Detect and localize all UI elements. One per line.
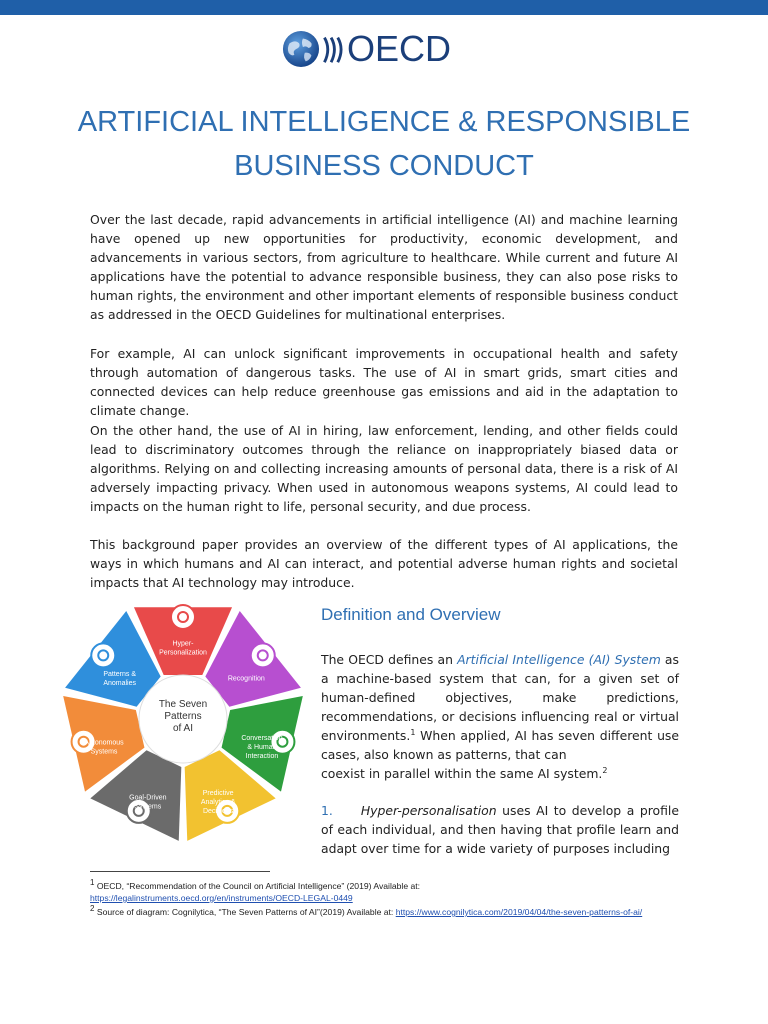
pattern-label: Conversation & Human Interaction xyxy=(241,735,283,761)
list-item-term: Hyper-personalisation xyxy=(360,803,497,818)
pattern-label: Recognition xyxy=(227,675,265,683)
pattern-label: Hyper-Personalization xyxy=(159,640,207,657)
pattern-label: Autonomous Systems xyxy=(84,739,124,756)
definition-last-text: coexist in parallel within the same AI system. xyxy=(321,766,603,781)
footnote-divider xyxy=(90,871,270,872)
footnote-1 xyxy=(90,880,690,904)
page-title-line-1: ARTIFICIAL INTELLIGENCE & RESPONSIBLE xyxy=(77,106,691,138)
image-icon xyxy=(251,643,275,667)
definition-text-end: When applied, AI has seven different use cases, also known as patterns, that can xyxy=(321,728,679,762)
top-banner-bar xyxy=(0,0,768,15)
footnote-ref-2[interactable]: 2 xyxy=(602,765,608,775)
diagram-center-label: The Seven Patterns of AI xyxy=(158,699,208,734)
footnote-1-link[interactable]: https://legalinstruments.oecd.org/en/instruments/OECD-LEGAL-0449 xyxy=(90,893,353,903)
list-item-text: uses AI to develop a profile of each individual, and then having that profile learn and adapt over time for a wide variety of purposes including xyxy=(321,803,679,856)
pattern-label: Goal-Driven Systems xyxy=(129,794,167,811)
definition-text-middle: as a machine-based system that can, for a given set of human-defined objectives, make predictions, recommendations, or decisions influencing real or virtual environments. xyxy=(321,652,679,743)
overview-paragraph: This background paper provides an overview of the different types of AI applications, the ways in which humans and AI can interact, and potential adverse human rights and societal impacts that AI technology may introduce. xyxy=(90,537,678,590)
footnote-1-mark: 1 xyxy=(90,878,95,888)
section-heading: Definition and Overview xyxy=(321,605,501,624)
footnote-2-mark: 2 xyxy=(90,904,95,914)
example-paragraph: For example, AI can unlock significant improvements in occupational health and safety through automation of dangerous tasks. The use of AI in smart grids, smart cities and connected devices can help reduce greenhouse gas emissions and aid in the adaptation to climate change. xyxy=(90,346,678,418)
footnote-1-text: OECD, “Recommendation of the Council on Artificial Intelligence” (2019) Available at: xyxy=(94,881,421,891)
logo-marks-icon xyxy=(321,30,345,68)
pattern-label: Patterns & Anomalies xyxy=(103,670,137,687)
list-item-number: 1. xyxy=(321,803,333,818)
ai-system-term: Artificial Intelligence (AI) System xyxy=(457,652,661,667)
footnote-2 xyxy=(90,906,690,918)
footnote-2-text: Source of diagram: Cognilytica, “The Seven Patterns of AI”(2019) Available at: xyxy=(94,907,396,917)
footnote-ref-1[interactable]: 1 xyxy=(410,727,416,737)
footnote-2-link[interactable]: https://www.cognilytica.com/2019/04/04/the-seven-patterns-of-ai/ xyxy=(395,907,643,917)
page-title-line-2: BUSINESS CONDUCT xyxy=(234,150,534,182)
target-icon xyxy=(171,605,195,629)
definition-paragraph xyxy=(321,650,679,764)
risks-paragraph: On the other hand, the use of AI in hiring, law enforcement, lending, and other fields could lead to discriminatory outcomes through the reliance on inappropriately biased data or algorithms. Relying on and collecting increasing amounts of personal data, there is a risk of AI adversely impacting privacy. When used in autonomous weapons systems, AI could lead to impacts on the human right to life, personal security, and due process. xyxy=(90,423,678,514)
globe-icon xyxy=(282,30,320,68)
oecd-logo xyxy=(282,27,451,71)
intro-paragraph: Over the last decade, rapid advancements in artificial intelligence (AI) and machine learning have opened up new opportunities for productivity, economic development, and advancements in various sectors, from agriculture to healthcare. While current and future AI applications have the potential to advance responsible business, they can also pose risks to human rights, the environment and other important elements of responsible business conduct as addressed in the OECD Guidelines for multinational enterprises. xyxy=(90,212,678,322)
definition-last-line xyxy=(321,764,679,783)
page-title xyxy=(60,100,708,188)
list-item xyxy=(321,801,679,858)
magnifier-icon xyxy=(91,643,115,667)
definition-text-start: The OECD defines an xyxy=(321,652,458,667)
logo-text: OECD xyxy=(347,28,452,69)
seven-patterns-diagram xyxy=(58,592,308,845)
pattern-label: Predictive Analytics & Decisions xyxy=(200,789,236,815)
